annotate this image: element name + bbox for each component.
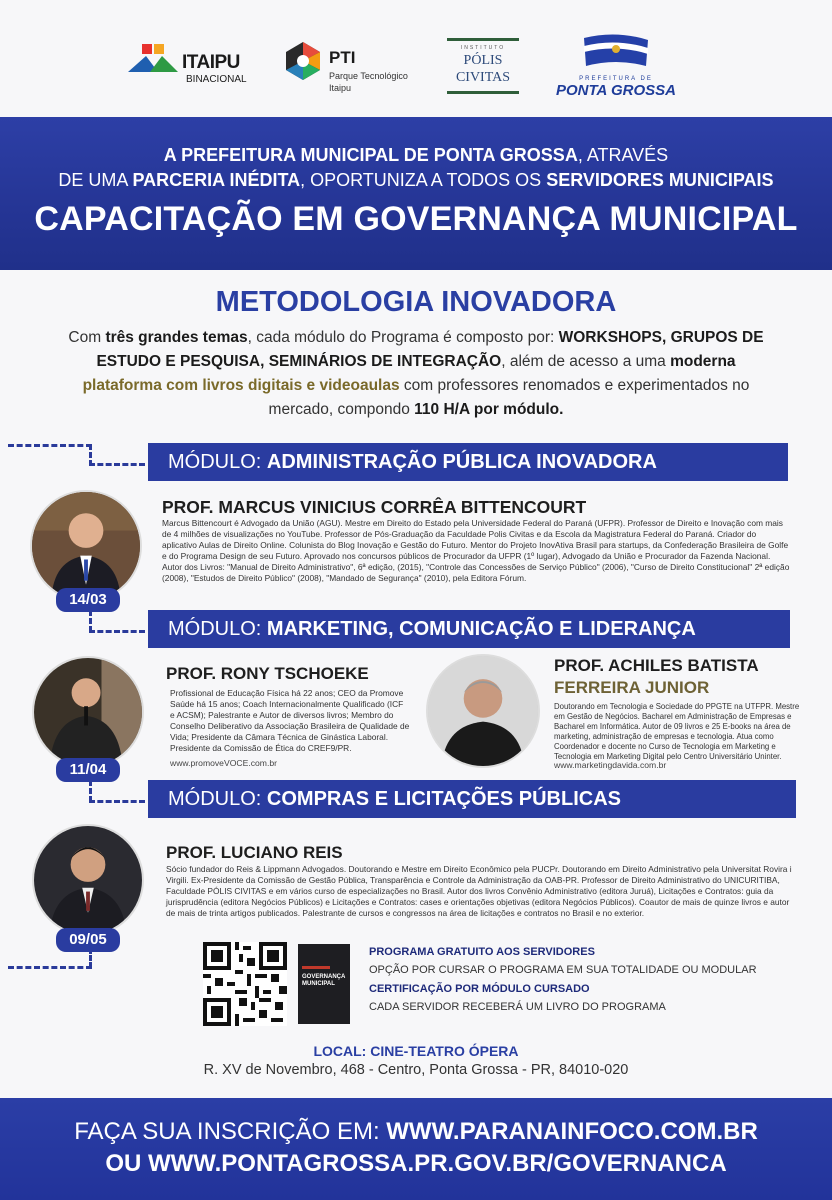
- methodology-text: [56, 326, 776, 422]
- banner-l2-c: , OPORTUNIZA A TODOS OS: [300, 170, 547, 190]
- module-bar-2: [148, 610, 790, 648]
- prof-name: PROF. ACHILES BATISTA: [554, 656, 759, 675]
- module-label: MÓDULO:: [168, 788, 267, 810]
- program-book: [298, 944, 350, 1024]
- polis-line2: CIVITAS: [455, 70, 511, 85]
- meth-p4: WORKSHOPS, GRUPOS DE ESTUDO E PESQUISA, SEMINÁRIOS DE INTEGRAÇÃO: [96, 329, 764, 370]
- pti-sub1: Parque Tecnológico: [329, 71, 408, 81]
- prof-bio: Sócio fundador do Reis & Lippmann Advogados. Doutorando e Mestre em Direito Econômico pela PUCPr. Doutorando em Direito Administrativo pela Universitat Rovira i Virgili. Ex-Presidente da Comissão de Gestão Pública, Transparência e Controle da Administração da OAB-PR. Professor de Direito Administrativo do UNICURITIBA, Faculdade PÓLIS CIVITAS e em vários curso de especializações no Brasil. Autor dos livros Convênio Administrativo (editora Juruá), Licitações e Contratos: guia da jurisprudência (editora Negócios Públicos) e Licitações e Contratos: cases e orientações objetivas (editora Negócios Públicos). Coautor de mais de quinze livros e autor de mais de trinta artigos publicados. Palestrante de cursos e congressos na área de licitações e contratos no Brasil e no exterior.: [166, 864, 792, 918]
- connector: [8, 966, 92, 969]
- banner-title: CAPACITAÇÃO EM GOVERNANÇA MUNICIPAL: [34, 200, 798, 238]
- book-title-1: GOVERNANÇA: [302, 974, 346, 980]
- banner-line-1: [0, 145, 832, 166]
- module-label: MÓDULO:: [168, 451, 267, 473]
- prof-site: www.promoveVOCE.com.br: [170, 758, 277, 768]
- footer-line-1: [0, 1118, 832, 1146]
- date-badge: 11/04: [56, 758, 120, 782]
- info-2: OPÇÃO POR CURSAR O PROGRAMA EM SUA TOTALIDADE OU MODULAR: [369, 964, 757, 976]
- pti-name: PTI: [329, 48, 356, 67]
- connector: [89, 630, 145, 633]
- banner-l2-a: DE UMA: [58, 170, 133, 190]
- connector: [8, 444, 92, 447]
- pti-sub2: Itaipu: [329, 83, 352, 93]
- polis-civitas-logo: [447, 38, 519, 94]
- banner-l1-rest: , ATRAVÉS: [577, 145, 669, 165]
- book-title-2: MUNICIPAL: [302, 981, 335, 987]
- meth-p2: três grandes temas: [105, 329, 248, 346]
- pti-mark-icon: [282, 40, 324, 82]
- module-bar-3: [148, 780, 796, 818]
- book-title: [302, 974, 348, 988]
- methodology-title: METODOLOGIA INOVADORA: [215, 286, 617, 318]
- itaipu-sub: BINACIONAL: [186, 74, 247, 85]
- footer-cta: FAÇA SUA INSCRIÇÃO EM:: [74, 1118, 387, 1145]
- info-1: PROGRAMA GRATUITO AOS SERVIDORES: [369, 946, 595, 958]
- banner-line-2: [0, 170, 832, 191]
- connector: [89, 780, 92, 802]
- location-title: LOCAL: CINE-TEATRO ÓPERA: [313, 1043, 519, 1059]
- connector: [89, 610, 92, 632]
- photo-marcus: [30, 490, 142, 602]
- itaipu-mark-icon: [128, 44, 180, 74]
- meth-p8: com professores renomados e experimentados no mercado, compondo: [268, 377, 750, 418]
- prof-site: www.marketingdavida.com.br: [554, 760, 667, 770]
- module-bar-1: [148, 443, 788, 481]
- meth-p1: Com: [68, 329, 106, 346]
- flag-icon: [580, 32, 652, 70]
- polis-top: INSTITUTO: [460, 45, 506, 51]
- prof-name: PROF. RONY TSCHOEKE: [166, 664, 369, 683]
- module-label: MÓDULO:: [168, 618, 267, 640]
- pg-name: PONTA GROSSA: [556, 82, 677, 99]
- photo-achiles: [426, 654, 540, 768]
- meth-p7: plataforma com livros digitais e videoaulas: [82, 377, 400, 394]
- footer-link-2[interactable]: OU WWW.PONTAGROSSA.PR.GOV.BR/GOVERNANCA: [105, 1150, 727, 1177]
- module-name: COMPRAS E LICITAÇÕES PÚBLICAS: [266, 788, 621, 810]
- banner-l1-bold: A PREFEITURA MUNICIPAL DE PONTA GROSSA: [163, 145, 578, 165]
- polis-line1: PÓLIS: [463, 53, 503, 68]
- connector: [89, 463, 145, 466]
- partner-logos: [0, 30, 832, 110]
- date-badge: 09/05: [56, 928, 120, 952]
- photo-luciano: [32, 824, 144, 936]
- book-stripe: [302, 966, 330, 969]
- prof-name-2: FERREIRA JUNIOR: [554, 678, 710, 697]
- prof-name: PROF. LUCIANO REIS: [166, 843, 343, 862]
- connector: [89, 800, 145, 803]
- date-badge: 14/03: [56, 588, 120, 612]
- footer-banner: [0, 1098, 832, 1200]
- ponta-grossa-logo: [556, 30, 676, 100]
- info-4: CADA SERVIDOR RECEBERÁ UM LIVRO DO PROGRAMA: [369, 1001, 666, 1013]
- prof-bio: Doutorando em Tecnologia e Sociedade do PPGTE na UTFPR. Mestre em Gestão de Negócios. Bacharel em Administração de Empresas e Bacharel em Informática. Autor de 09 livros e 25 E-books na área de marketing, administração de empresas e tecnologia. Atua como Coordenador e docente no Curso de Tecnologia em Marketing e Tecnologia em Marketing Digital pelo Centro Universitário Uninter.: [554, 702, 800, 761]
- module-name: ADMINISTRAÇÃO PÚBLICA INOVADORA: [266, 451, 657, 473]
- person-icon: [34, 658, 142, 766]
- meth-p3: , cada módulo do Programa é composto por:: [247, 329, 559, 346]
- info-3: CERTIFICAÇÃO POR MÓDULO CURSADO: [369, 983, 590, 995]
- banner-l2-b: PARCERIA INÉDITA: [132, 170, 301, 190]
- person-icon: [32, 492, 140, 600]
- meth-p6: moderna: [670, 353, 736, 370]
- footer-link-1[interactable]: WWW.PARANAINFOCO.COM.BR: [386, 1118, 758, 1145]
- prof-bio: Marcus Bittencourt é Advogado da União (AGU). Mestre em Direito do Estado pela Universidade Federal do Paraná (UFPR). Professor de Direito e Inovação com mais de 4 milhões de visualizações no YouTube. Professor de Pós-Graduação da Faculdade Polis Civitas e da Escola da Magistratura Federal do Paraná. Criador do aplicativo Aulas de Direito Online. Colunista do Blog Inovação e Gestão do Futuro. Mentor do Projeto InovAtiva Brasil para startups, da Confederação Brasileira de Golfe e do Programa Design de seu Futuro. Aprovado nos concursos públicos de Procurador da UFPR (1º lugar), Advogado da União e Procurador da Fazenda Nacional. Autor dos Livros: "Manual de Direito Administrativo", 6ª edição, (2015), "Controle das Concessões de Serviço Público" (2006), "Curso de Direito Constitucional" 2ª edição (2008), "Estudos de Direito Público" (2008), "Mandado de Segurança" (2010), pela Editora Fórum.: [162, 518, 790, 583]
- qr-code[interactable]: [203, 942, 287, 1026]
- banner-l2-d: SERVIDORES MUNICIPAIS: [546, 170, 774, 190]
- meth-p9: 110 H/A por módulo.: [414, 401, 564, 418]
- qr-code-icon: [203, 942, 287, 1026]
- photo-rony: [32, 656, 144, 768]
- person-icon: [428, 656, 538, 766]
- pg-top: PREFEITURA DE: [579, 76, 653, 82]
- pti-sub: [329, 70, 408, 94]
- prof-name: PROF. MARCUS VINICIUS CORRÊA BITTENCOURT: [162, 497, 587, 517]
- person-icon: [34, 826, 142, 934]
- location-address: R. XV de Novembro, 468 - Centro, Ponta Grossa - PR, 84010-020: [203, 1062, 629, 1078]
- top-banner: [0, 117, 832, 270]
- meth-p5: , além de acesso a uma: [501, 353, 671, 370]
- prof-bio: Profissional de Educação Física há 22 anos; CEO da Promove Saúde há 15 anos; Coach Internacionalmente Qualificado (ICF e ACSM); Palestrante e Autor de diversos livros; Membro do Conselho Deliberativo da Associação Brasileira de Qualidade de Vida; Presidente da Câmara Técnica de Ginástica Laboral. Presidente da Comissão de Ética do CREF9/PR.: [170, 688, 410, 753]
- module-name: MARKETING, COMUNICAÇÃO E LIDERANÇA: [266, 618, 696, 640]
- itaipu-name: ITAIPU: [182, 52, 240, 73]
